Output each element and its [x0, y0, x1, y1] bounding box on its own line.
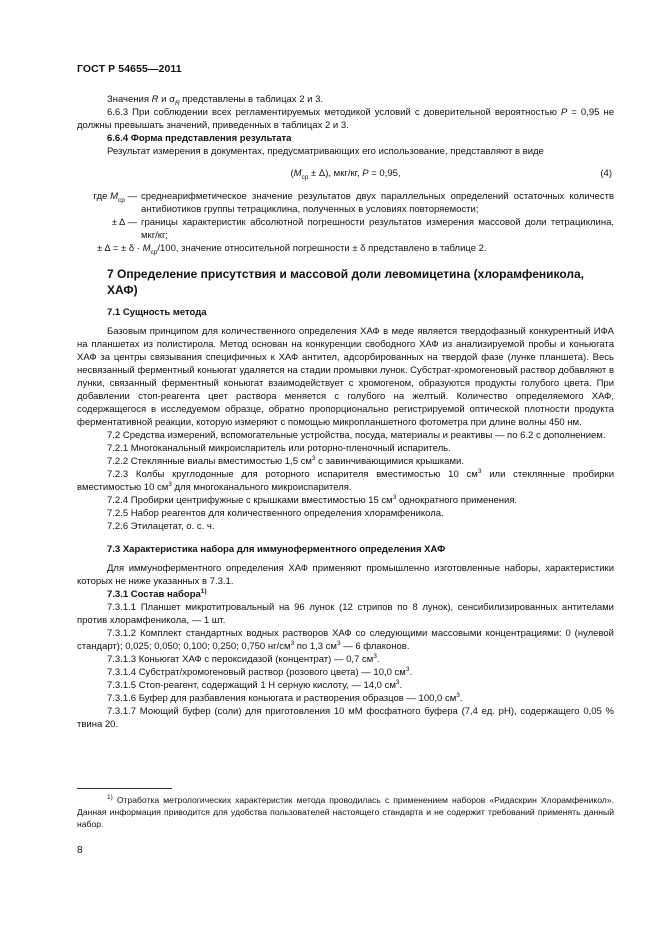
paragraph-7-3-1-2: 7.3.1.2 Комплект стандартных водных растворов ХАФ со следующими массовыми концентрациями: 0 (нулевой стандарт); 0,025; 0,050; 0,100; 0,250; 0,750 $нг/см^3$ по 1,3 $см^3$ — 6 флаконов. [77, 628, 614, 652]
paragraph-7-2-5: 7.2.5 Набор реагентов для количественного определения хлорамфеникола. [107, 508, 444, 519]
paragraph-7-2-1: 7.2.1 Многоканальный микроиспаритель или роторно-пленочный испаритель. [107, 443, 451, 454]
paragraph-7-1: Базовым принципом для количественного определения ХАФ в меде является твердофазный конкурентный ИФА на планшетах из полистирола. Метод основан на конкуренции свободного ХАФ из анализируемой пробы и коньюгата ХАФ за центры связывания специфичных к ХАФ антител, адсорбированных на твердой фазе (лунке планшета). Весь несвязанный ферментный коньюгат удаляется на стадии промывки лунок. Субстрат-хромогеновый раствор добавляют в лунки, связанный ферментный коньюгат взаимодействует с хромогеном, образуются продукты голубого цвета. При добавлении стоп-реагента цвет раствора меняется с голубого на желтый. Количество определяемого ХАФ, содержащегося в исследуемом образце, обратно пропорционально регистрируемой оптической плотности продукта ферментативной реакции, которую измеряют с помощью микропланшетного фотометра при длине волны 450 нм. [77, 326, 614, 428]
paragraph-7-3-1-6: 7.3.1.6 Буфер для разбавления коньюгата и растворения образцов — 100,0 $см^3$. [107, 691, 463, 704]
footnote-separator [77, 788, 172, 789]
paragraph-7-3-1-5: 7.3.1.5 Стоп-реагент, содержащий 1 Н серную кислоту, — 14,0 $см^3$. [107, 678, 403, 691]
footnote: $^{1)}$ Отработка метрологических характеристик метода проводилась с применением наборов «Ридаскрин Хлорамфеникол». Данная информация приводится для удобства пользователей настоящего стандарта и не содержит требований применять данный набор. [77, 794, 614, 829]
formula-number: (4) [600, 168, 612, 179]
heading-7-3: 7.3 Характеристика набора для иммуноферментного определения ХАФ [107, 544, 446, 555]
formula-expression: $(M_{ср} \pm \Delta)$, мкг/кг, P = 0,95, [290, 168, 401, 181]
standard-header: ГОСТ Р 54655—2011 [77, 63, 182, 75]
heading-7-3-1: 7.3.1 Состав набора$^{1)}$ [107, 587, 207, 600]
paragraph-7-2-4: 7.2.4 Пробирки центрифужные с крышками вместимостью 15 $см^3$ однократного применения. [107, 493, 518, 506]
paragraph-7-3-1-3: 7.3.1.3 Коньюгат ХАФ с пероксидазой (концентрат) — 0,7 $см^3$. [107, 652, 380, 665]
paragraph-7-2-2: 7.2.2 Стеклянные виалы вместимостью 1,5 $см^3$ с завинчивающимися крышками. [107, 454, 464, 467]
where-m-definition: где $M_{ср}$ — среднеарифметическое значение результатов двух параллельных определений остаточных количеств антибиотиков группы тетрациклина, полученных в условиях повторяемости; [93, 191, 614, 215]
heading-6-6-4: 6.6.4 Форма представления результата [107, 133, 292, 144]
where-delta-formula: ± Δ = ± $\delta \cdot M_{ср}/100$, значение относительной погрешности ± δ представлено в таблице 2. [97, 243, 487, 256]
paragraph-7-2-6: 7.2.6 Этилацетат, о. с. ч. [107, 521, 215, 532]
heading-7-1: 7.1 Сущность метода [107, 307, 207, 318]
paragraph-7-3-1-7: 7.3.1.7 Моющий буфер (соли) для приготовления 10 мМ фосфатного буфера (7,4 ед. pH), содержащего 0,05 % твина 20. [77, 706, 614, 730]
paragraph-7-3-1-1: 7.3.1.1 Планшет микротитровальный на 96 лунок (12 стрипов по 8 лунок), сенсибилизированных антителами против хлорамфеникола, — 1 шт. [77, 602, 614, 626]
page-content [77, 93, 614, 731]
page-number: 8 [77, 845, 83, 856]
paragraph-6-6-3: 6.6.3 При соблюдении всех регламентируемых методикой условий с доверительной вероятностью P = 0,95 не должны превышать значений, приведенных в таблицах 2 и 3. [77, 107, 614, 131]
paragraph-7-2-3: 7.2.3 Колбы круглодонные для роторного испарителя вместимостью 10 $см^3$ или стеклянные пробирки вместимостью 10 $см^3$ для многоканального микроиспарителя. [77, 467, 614, 493]
formula-4 [77, 164, 614, 190]
where-delta-definition: ± Δ — границы характеристик абсолютной погрешности результатов измерения массовой доли тетрациклина, мкг/кг; [111, 217, 614, 241]
paragraph-7-2: 7.2 Средства измерений, вспомогательные устройства, посуда, материалы и реактивы — по 6.2 с дополнением. [107, 430, 606, 441]
paragraph-result-form: Результат измерения в документах, предусматривающих его использование, представляют в виде [107, 146, 544, 157]
section-7-title: 7 Определение присутствия и массовой доли левомицетина (хлорамфеникола, ХАФ) [107, 267, 585, 297]
paragraph-values-r: Значения R и $\sigma_R$ представлены в таблицах 2 и 3. [107, 94, 323, 107]
paragraph-7-3-1-4: 7.3.1.4 Субстрат/хромогеновый раствор (розового цвета) — 10,0 $см^3$. [107, 665, 413, 678]
paragraph-7-3: Для иммуноферментного определения ХАФ применяют промышленно изготовленные наборы, характеристики которых не ниже указанных в 7.3.1. [77, 563, 614, 587]
